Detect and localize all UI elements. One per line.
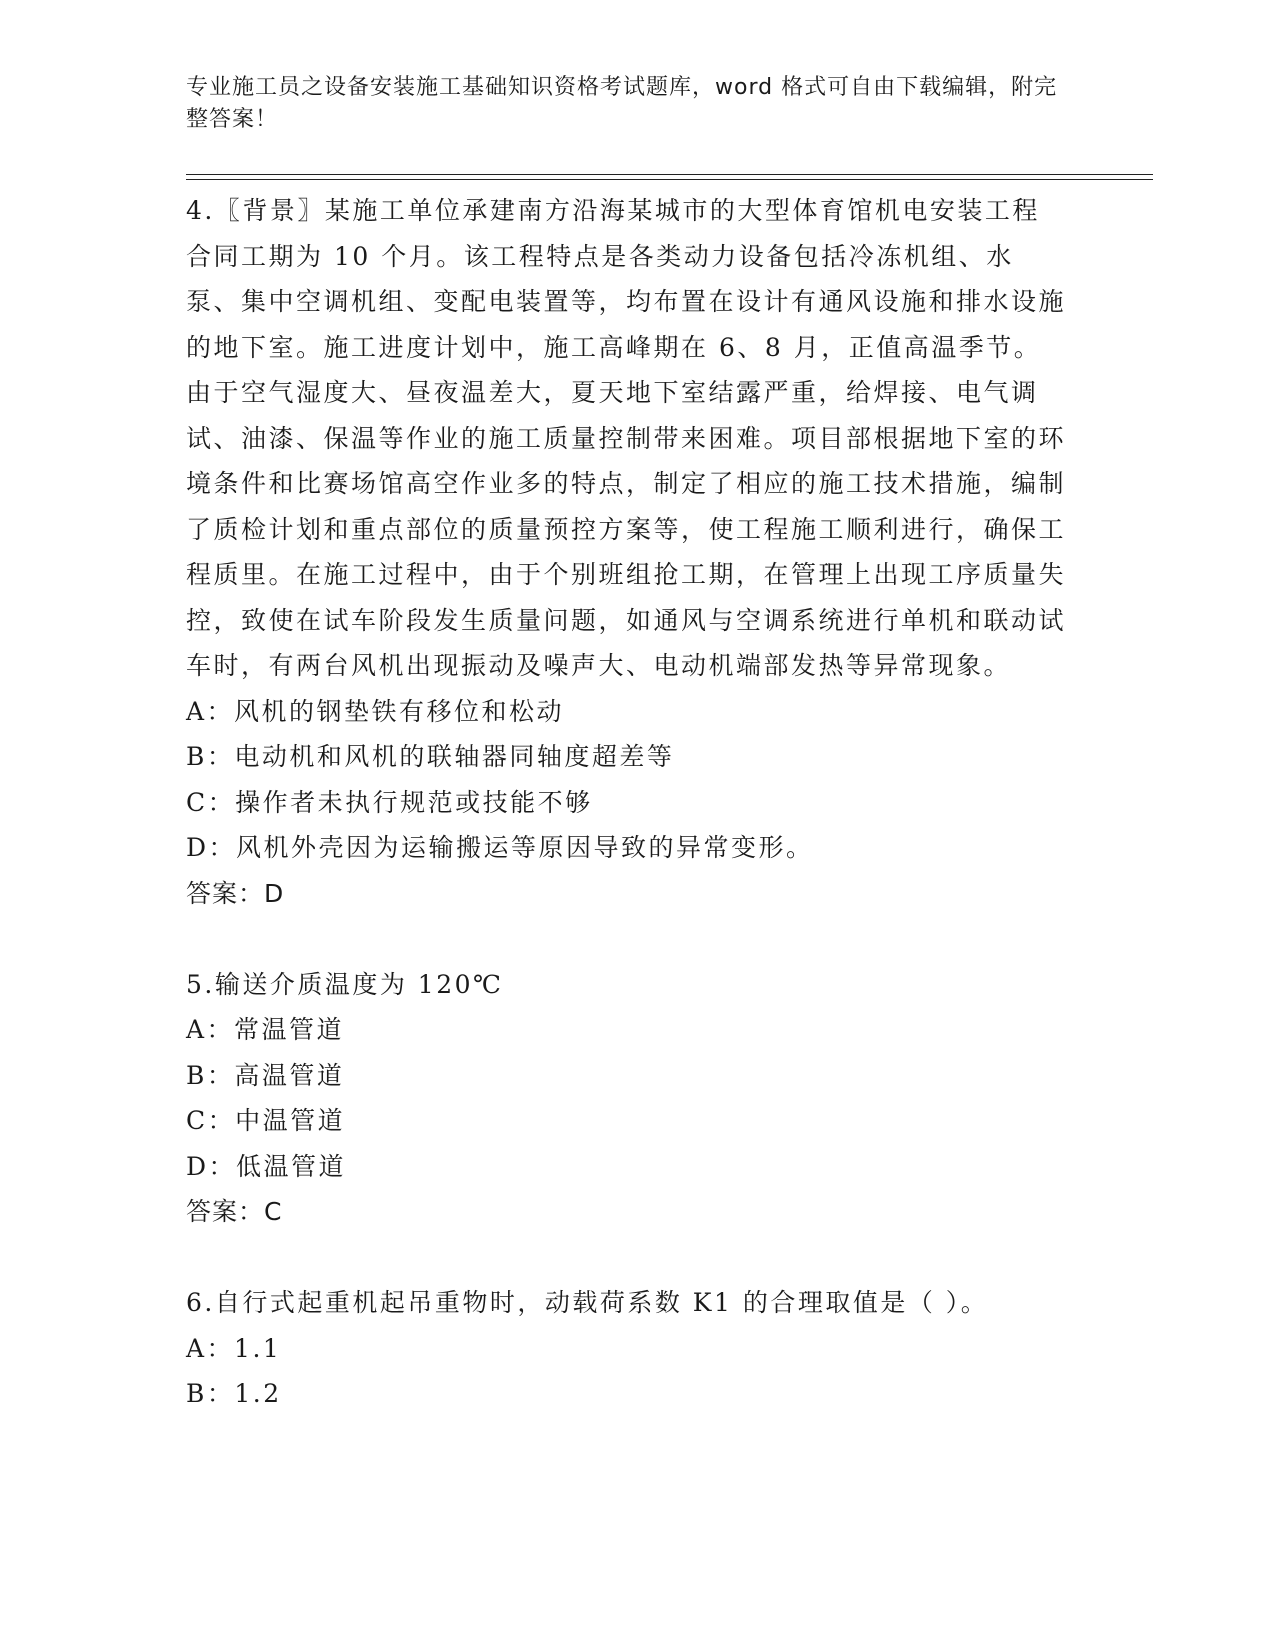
question-list [186, 188, 1066, 1417]
header-title: 专业施工员之设备安装施工基础知识资格考试题库，word 格式可自由下载编辑，附完整答案！ [186, 75, 1058, 132]
option-a: A：常温管道 [186, 1015, 345, 1044]
question-5 [186, 962, 1066, 1235]
header-divider-thin [186, 179, 1153, 180]
answer-line: 答案：C [186, 1197, 283, 1226]
option-d: D：低温管道 [186, 1151, 347, 1181]
option-b: B：1.2 [186, 1379, 282, 1408]
question-stem: 6.自行式起重机起吊重物时，动载荷系数 K1 的合理取值是（ ）。 [186, 1288, 989, 1317]
option-b: B：高温管道 [186, 1060, 345, 1090]
option-c: C：操作者未执行规范或技能不够 [186, 787, 593, 817]
question-spacer [186, 916, 1066, 962]
header-divider-thick [186, 174, 1153, 175]
question-spacer [186, 1235, 1066, 1281]
question-6 [186, 1280, 1066, 1417]
answer-line: 答案：D [186, 878, 285, 908]
option-a: A：风机的钢垫铁有移位和松动 [186, 696, 565, 726]
option-b: B：电动机和风机的联轴器同轴度超差等 [186, 742, 675, 771]
option-c: C：中温管道 [186, 1106, 346, 1135]
question-stem: 5.输送介质温度为 120℃ [186, 969, 504, 999]
question-stem: 4.〖背景〗某施工单位承建南方沿海某城市的大型体育馆机电安装工程合同工期为 10 个月。该工程特点是各类动力设备包括冷冻机组、水泵、集中空调机组、变配电装置等，均布置在设计有通风设施和排水设施的地下室。施工进度计划中，施工高峰期在 6、8 月，正值高温季节。由于空气湿度大、昼夜温差大，夏天地下室结露严重，给焊接、电气调试、油漆、保温等作业的施工质量控制带来困难。项目部根据地下室的环境条件和比赛场馆高空作业多的特点，制定了相应的施工技术措施，编制了质检计划和重点部位的质量预控方案等，使工程施工顺利进行，确保工程质里。在施工过程中，由于个别班组抢工期，在管理上出现工序质量失控，致使在试车阶段发生质量问题，如通风与空调系统进行单机和联动试车时，有两台风机出现振动及噪声大、电动机端部发热等异常现象。 [186, 196, 1067, 680]
question-4 [186, 188, 1066, 916]
option-d: D：风机外壳因为运输搬运等原因导致的异常变形。 [186, 833, 814, 862]
option-a: A：1.1 [186, 1333, 282, 1363]
document-header [186, 72, 1066, 136]
